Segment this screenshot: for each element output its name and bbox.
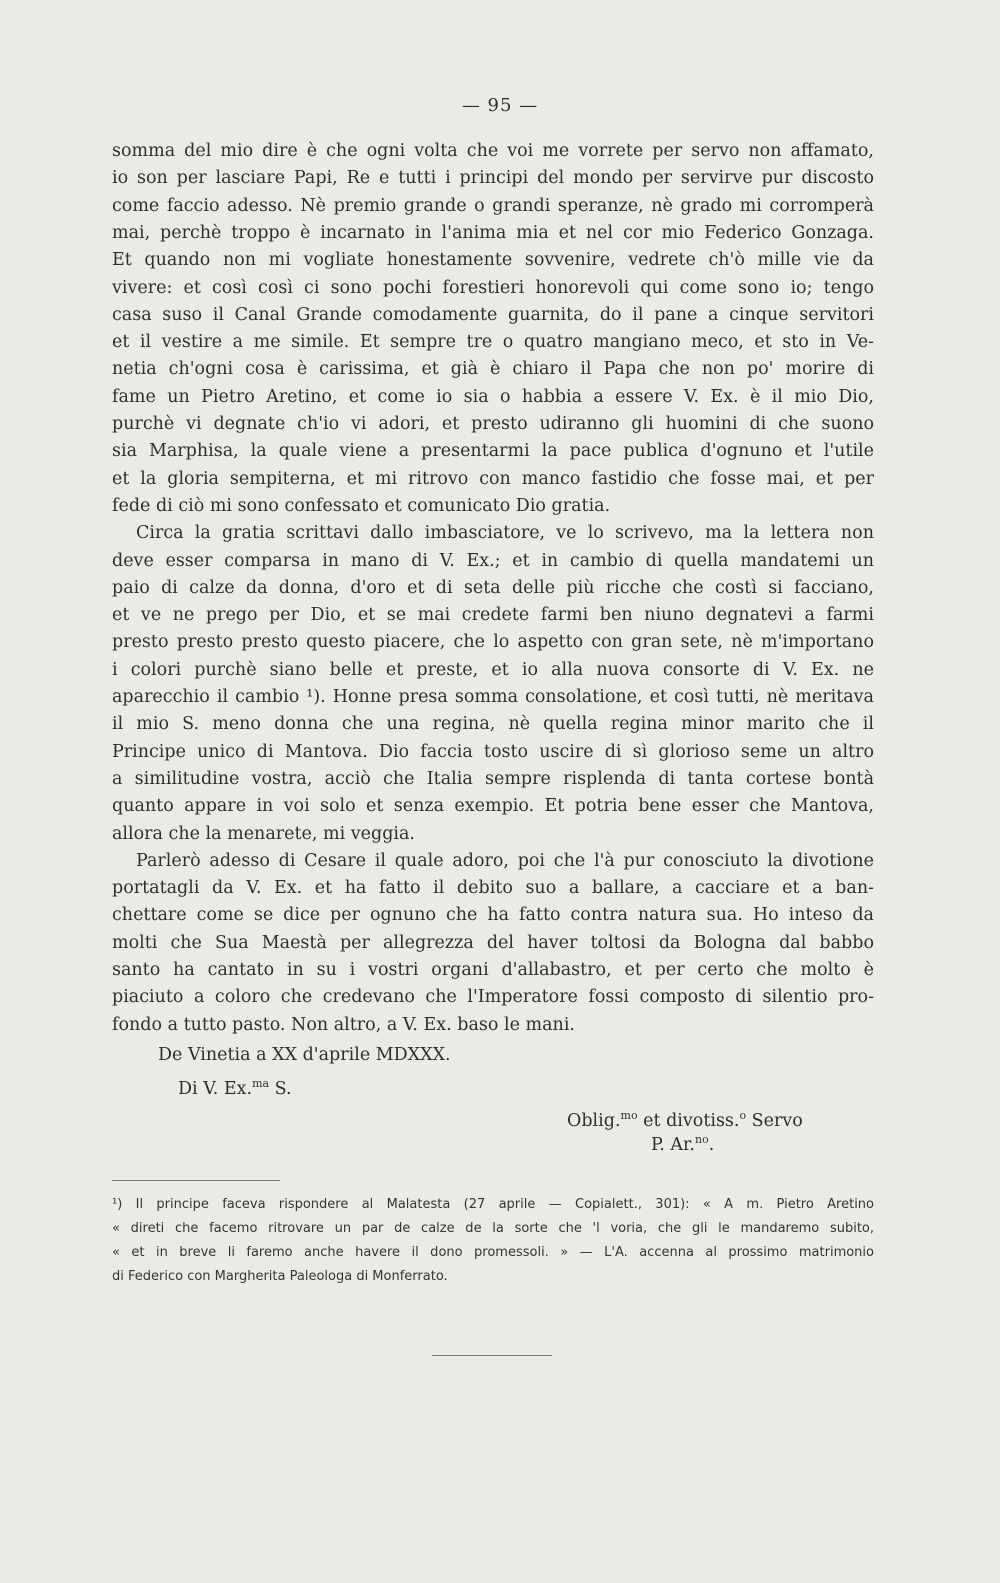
body-line: casa suso il Canal Grande comodamente guarnita, do il pane a cinque servitori — [112, 304, 874, 325]
footnote-separator — [112, 1180, 280, 1181]
body-line: purchè vi degnate ch'io vi adori, et presto udiranno gli huomini di che suono — [112, 414, 874, 434]
body-line: presto presto presto questo piacere, che lo aspetto con gran sete, nè m'importano — [112, 632, 874, 653]
body-line: il mio S. meno donna che una regina, nè quella regina minor marito che il — [112, 714, 874, 735]
body-line: et la gloria sempiterna, et mi ritrovo con manco fastidio che fosse mai, et per — [112, 468, 874, 489]
servant-closing: Oblig.$^{mo}$ et divotiss.$^o$ Servo — [567, 1109, 803, 1131]
body-line: i colori purchè siano belle et preste, et io alla nuova consorte di V. Ex. ne — [112, 659, 874, 680]
body-line: chettare come se dice per ognuno che ha fatto contra natura sua. Ho inteso da — [112, 905, 874, 926]
body-line: Et quando non mi vogliate honestamente sovvenire, vedrete ch'ò mille vie da — [112, 250, 874, 271]
body-line: vivere: et così così ci sono pochi forestieri honorevoli qui come sono io; tengo — [112, 277, 874, 298]
body-line: quanto appare in voi solo et senza exempio. Et potria bene esser che Mantova, — [112, 796, 874, 817]
footnote-line: di Federico con Margherita Paleologa di Monferrato. — [112, 1269, 448, 1284]
end-rule — [432, 1355, 552, 1356]
page-number: — 95 — — [461, 95, 539, 116]
footnote-line: « et in breve li faremo anche havere il dono promessoli. » — L'A. accenna al prossimo matrimonio — [112, 1245, 874, 1260]
body-line: come faccio adesso. Nè premio grande o grandi speranze, nè grado mi corromperà — [112, 195, 874, 216]
body-line: piaciuto a coloro che credevano che l'Imperatore fossi composto di silentio pro- — [112, 987, 874, 1008]
body-line: netia ch'ogni cosa è carissima, et già è chiaro il Papa che non po' morire di — [112, 359, 874, 380]
date-line: De Vinetia a XX d'aprile MDXXX. — [158, 1045, 451, 1065]
salutation: Di V. Ex.$^{ma}$ S. — [178, 1077, 292, 1099]
body-line: deve esser comparsa in mano di V. Ex.; et in cambio di quella mandatemi un — [112, 550, 874, 571]
body-line: paio di calze da donna, d'oro et di seta delle più ricche che costì si facciano, — [112, 577, 874, 598]
footnote-line: « direti che facemo ritrovare un par de calze de la sorte che 'l voria, che gli le mandaremo subito, — [112, 1221, 874, 1236]
body-line: portatagli da V. Ex. et ha fatto il debito suo a ballare, a cacciare et a ban- — [112, 878, 874, 899]
body-line: fede di ciò mi sono confessato et comunicato Dio gratia. — [112, 495, 611, 516]
body-line: molti che Sua Maestà per allegrezza del haver toltosi da Bologna dal babbo — [112, 932, 874, 953]
body-line: allora che la menarete, mi veggia. — [112, 823, 415, 844]
body-line: et il vestire a me simile. Et sempre tre o quatro mangiano meco, et sto in Ve- — [112, 332, 874, 353]
body-line: a similitudine vostra, acciò che Italia sempre risplenda di tanta cortese bontà — [112, 768, 874, 789]
body-line: et ve ne prego per Dio, et se mai credete farmi ben niuno degnatevi a farmi — [112, 605, 874, 626]
body-line: aparecchio il cambio ¹). Honne presa somma consolatione, et così tutti, nè meritava — [112, 687, 874, 707]
body-line: fondo a tutto pasto. Non altro, a V. Ex. baso le mani. — [112, 1014, 575, 1035]
body-line: io son per lasciare Papi, Re e tutti i principi del mondo per servirve pur discosto — [112, 168, 874, 189]
body-line: fame un Pietro Aretino, et come io sia o habbia a essere V. Ex. è il mio Dio, — [112, 386, 874, 407]
body-line: Principe unico di Mantova. Dio faccia tosto uscire di sì glorioso seme un altro — [112, 741, 874, 762]
body-line: santo ha cantato in su i vostri organi d'allabastro, et per certo che molto è — [112, 960, 874, 980]
footnote-line: ¹) Il principe faceva rispondere al Malatesta (27 aprile — Copialett., 301): « A m. Pietro Aretino — [112, 1197, 874, 1212]
body-line: somma del mio dire è che ogni volta che voi me vorrete per servo non affamato, — [112, 141, 874, 161]
body-line: Circa la gratia scrittavi dallo imbasciatore, ve lo scrivevo, ma la lettera non — [136, 523, 874, 544]
body-line: sia Marphisa, la quale viene a presentarmi la pace publica d'ognuno et l'utile — [112, 441, 874, 462]
body-line: mai, perchè troppo è incarnato in l'anima mia et nel cor mio Federico Gonzaga. — [112, 222, 874, 243]
signature: P. Ar.$^{no}$. — [651, 1133, 715, 1155]
body-line: Parlerò adesso di Cesare il quale adoro, poi che l'à pur conosciuto la divotione — [136, 850, 874, 871]
